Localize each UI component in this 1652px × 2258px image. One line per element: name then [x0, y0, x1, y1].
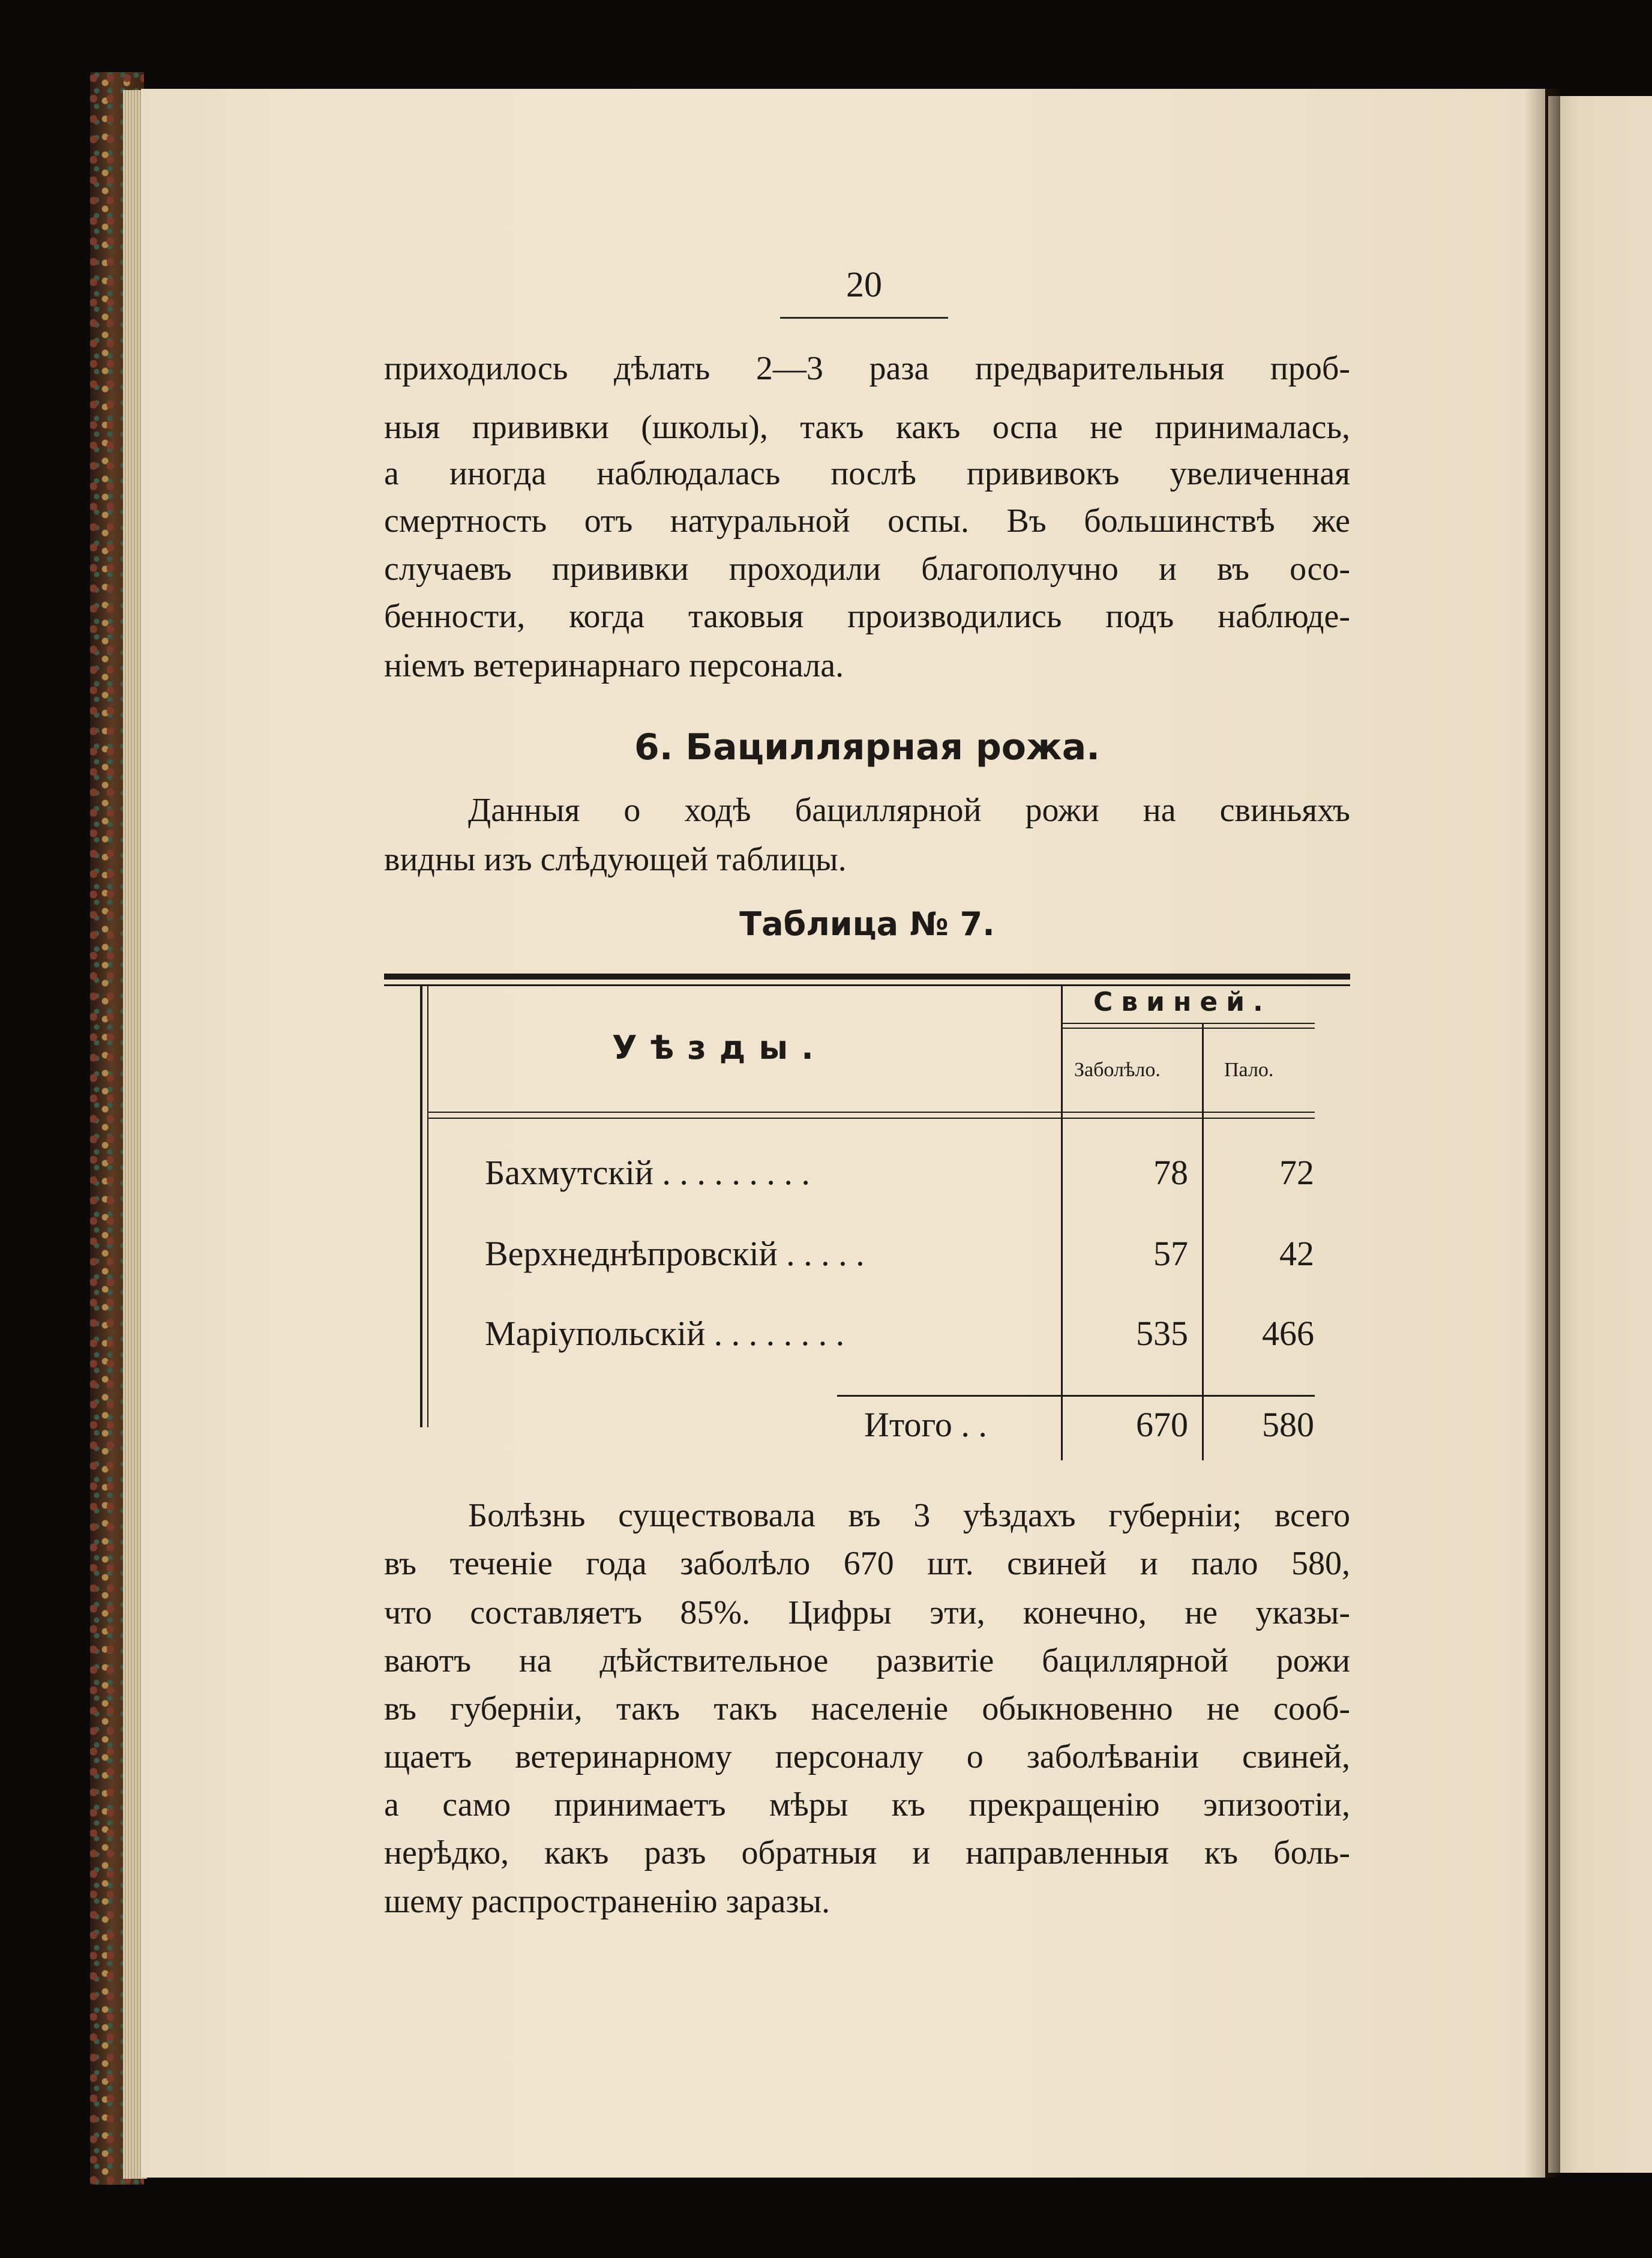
section-title: 6. Бациллярная рожа. — [634, 726, 1101, 768]
gutter-shadow — [1524, 89, 1560, 2178]
table-top-rule — [384, 974, 1350, 980]
paragraph-line: случаевъ прививки проходили благополучно и въ осо- — [384, 550, 1350, 588]
table-cell-sick: 78 — [1153, 1153, 1188, 1192]
table-cell-sick: 57 — [1153, 1234, 1188, 1273]
paragraph-line: въ губерніи, такъ такъ населеніе обыкновенно не сооб- — [384, 1690, 1350, 1727]
table-cell-died: 72 — [1279, 1153, 1314, 1192]
table-row-name: Маріупольскій . . . . . . . . — [485, 1314, 845, 1353]
paragraph-line: бенности, когда таковыя производились подъ наблюде- — [384, 598, 1350, 635]
paragraph-line: ныя прививки (школы), такъ какъ оспа не принималась, — [384, 409, 1350, 446]
table-left-border — [420, 986, 422, 1427]
table-total-died: 580 — [1262, 1405, 1314, 1444]
page-number-rule — [780, 317, 948, 319]
paragraph-line: щаетъ ветеринарному персоналу о заболѣваніи свиней, — [384, 1738, 1350, 1775]
paragraph-line: а иногда наблюдалась послѣ прививокъ увеличенная — [384, 455, 1350, 492]
table-cell-died: 466 — [1262, 1314, 1314, 1353]
table-subheader-rule — [1063, 1028, 1315, 1029]
paragraph-line: шему распространенію заразы. — [384, 1883, 831, 1920]
table-column-divider — [1061, 986, 1063, 1460]
paragraph-line: ваютъ на дѣйствительное развитіе бациллярной рожи — [384, 1642, 1350, 1679]
column-header-district: Уѣзды. — [612, 1029, 827, 1067]
paragraph-line: приходилось дѣлать 2—3 раза предварительныя проб- — [384, 350, 1350, 387]
table-total-label: Итого . . — [864, 1405, 987, 1444]
paragraph-line: въ теченіе года заболѣло 670 шт. свиней и пало 580, — [384, 1545, 1350, 1582]
paragraph-line: а само принимаетъ мѣры къ прекращенію эпизоотіи, — [384, 1786, 1350, 1823]
facing-page-edge — [1548, 96, 1652, 2173]
column-header-sick: Заболѣло. — [1074, 1059, 1161, 1081]
paragraph-line: Данныя о ходѣ бациллярной рожи на свиньяхъ — [468, 792, 1350, 829]
paragraph-line: видны изъ слѣдующей таблицы. — [384, 841, 847, 878]
paragraph-line: что составляетъ 85%. Цифры эти, конечно, не указы- — [384, 1594, 1350, 1631]
column-header-pigs: Свиней. — [1093, 987, 1272, 1017]
paragraph-line: нерѣдко, какъ разъ обратныя и направленныя къ боль- — [384, 1834, 1350, 1871]
paragraph-line: смертность отъ натуральной оспы. Въ большинствѣ же — [384, 502, 1350, 540]
table-header-rule — [428, 1118, 1315, 1119]
table-cell-died: 42 — [1279, 1234, 1314, 1273]
table-total-sick: 670 — [1136, 1405, 1188, 1444]
paragraph-line: ніемъ ветеринарнаго персонала. — [384, 647, 844, 684]
table-subheader-rule — [1063, 1023, 1315, 1024]
page-number: 20 — [846, 265, 882, 304]
table-top-rule-thin — [384, 984, 1350, 986]
table-total-rule — [837, 1395, 1315, 1397]
table-cell-sick: 535 — [1136, 1314, 1188, 1353]
table-header-rule — [428, 1112, 1315, 1113]
table-left-border-thin — [427, 986, 428, 1427]
table-row-name: Верхнеднѣпровскій . . . . . — [485, 1234, 865, 1273]
paragraph-line: Болѣзнь существовала въ 3 уѣздахъ губерніи; всего — [468, 1497, 1350, 1534]
column-header-died: Пало. — [1224, 1059, 1274, 1081]
table-row-name: Бахмутскій . . . . . . . . . — [485, 1153, 810, 1192]
table-title: Таблица № 7. — [739, 905, 995, 943]
